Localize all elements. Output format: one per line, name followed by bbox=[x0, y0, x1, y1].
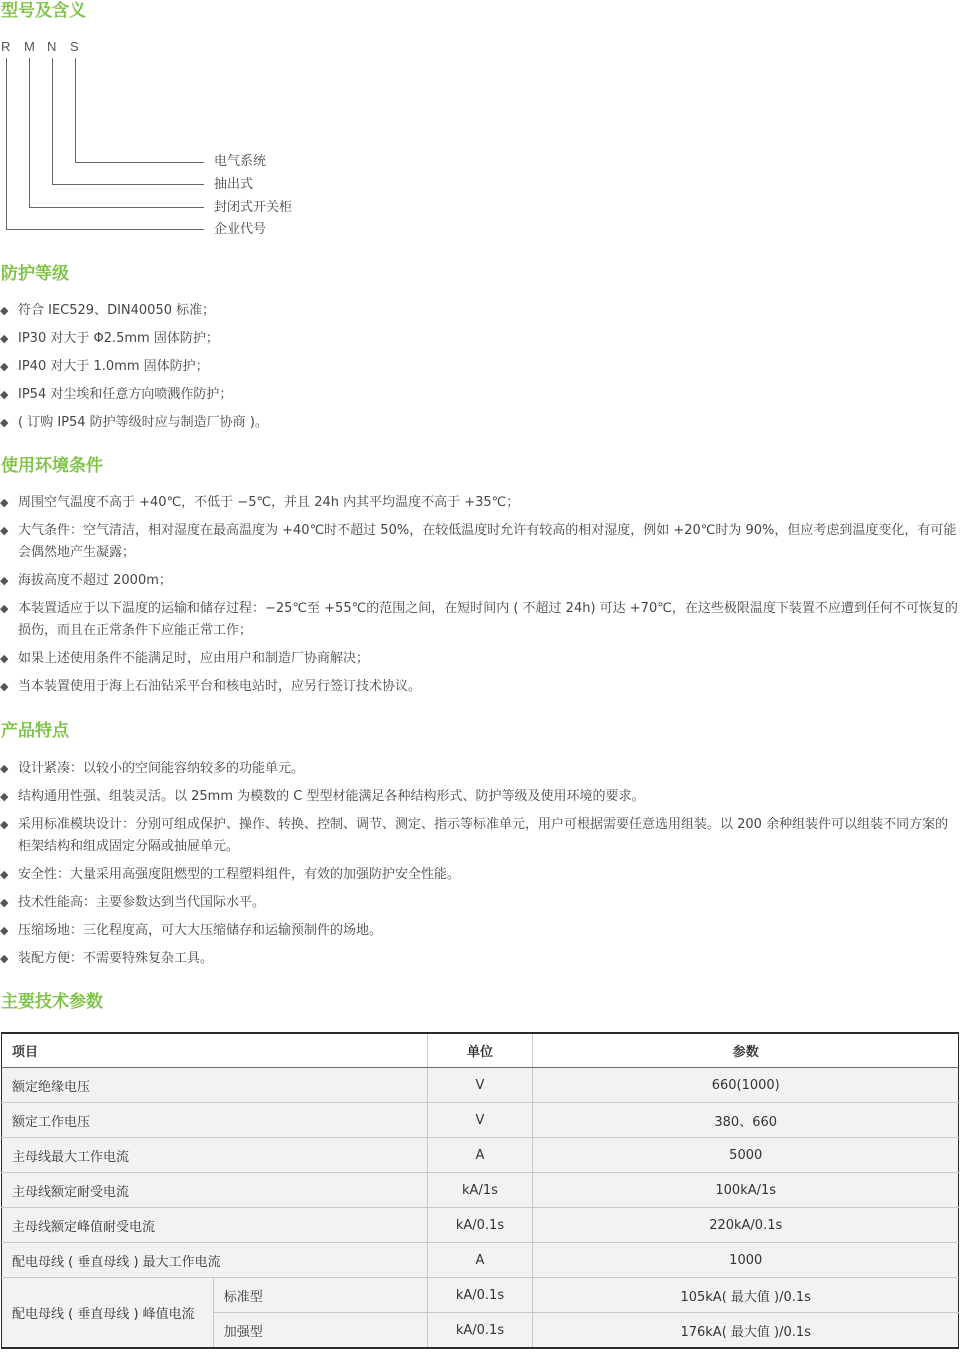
list-item: ◆ 结构通用性强、组装灵活。以 25mm 为模数的 C 型型材能满足各种结构形式、防护等级及使用环境的要求。 bbox=[0, 786, 960, 808]
table-row bbox=[2, 1138, 959, 1173]
list-item: ◆ ( 订购 IP54 防护等级时应与制造厂协商 )。 bbox=[0, 412, 960, 434]
table-cell-unit: V bbox=[427, 1103, 533, 1138]
list-item: ◆ 本装置适应于以下温度的运输和储存过程：−25℃至 +55℃的范围之间，在短时间内 ( 不超过 24h) 可达 +70℃，在这些极限温度下装置不应遭到任何不可恢复的损伤，而且在正常条件下应能正常工作； bbox=[0, 598, 960, 642]
table-row bbox=[2, 1103, 959, 1138]
list-item: ◆ IP40 对大于 1.0mm 固体防护； bbox=[0, 356, 960, 378]
table-cell-item: 配电母线 ( 垂直母线 ) 最大工作电流 bbox=[2, 1243, 428, 1278]
features-list bbox=[0, 758, 960, 970]
diamond-icon: ◆ bbox=[0, 818, 9, 831]
diamond-icon: ◆ bbox=[0, 790, 9, 803]
diamond-icon: ◆ bbox=[0, 524, 9, 537]
model-meaning-electrical-system: 电气系统 bbox=[214, 154, 267, 169]
diamond-icon: ◆ bbox=[0, 574, 9, 587]
table-row bbox=[2, 1243, 959, 1278]
table-cell-item: 主母线额定耐受电流 bbox=[2, 1173, 428, 1208]
model-letter: S bbox=[70, 39, 79, 54]
section-title-protection: 防护等级 bbox=[1, 264, 69, 284]
table-header-row bbox=[2, 1033, 959, 1068]
section-title-environment: 使用环境条件 bbox=[1, 456, 103, 476]
table-header-value: 参数 bbox=[533, 1033, 959, 1068]
table-cell-item: 主母线额定峰值耐受电流 bbox=[2, 1208, 428, 1243]
list-item: ◆ 大气条件：空气清洁，相对湿度在最高温度为 +40℃时不超过 50%，在较低温度时允许有较高的相对湿度，例如 +20℃时为 90%，但应考虑到温度变化，有可能会偶然地产生凝露； bbox=[0, 520, 960, 564]
table-cell-item: 额定工作电压 bbox=[2, 1103, 428, 1138]
diamond-icon: ◆ bbox=[0, 762, 9, 775]
model-meaning-enclosed-switchgear: 封闭式开关柜 bbox=[214, 200, 293, 215]
table-cell-unit: kA/0.1s bbox=[427, 1313, 533, 1349]
table-cell-item: 额定绝缘电压 bbox=[2, 1068, 428, 1103]
table-cell-unit: A bbox=[427, 1243, 533, 1278]
diamond-icon: ◆ bbox=[0, 496, 9, 509]
diamond-icon: ◆ bbox=[0, 868, 9, 881]
diamond-icon: ◆ bbox=[0, 652, 9, 665]
model-letter: R bbox=[1, 39, 11, 54]
model-code-bracket-lines bbox=[0, 56, 210, 238]
model-code-letters bbox=[0, 38, 100, 56]
table-cell-unit: V bbox=[427, 1068, 533, 1103]
diamond-icon: ◆ bbox=[0, 388, 9, 401]
table-cell-value: 100kA/1s bbox=[533, 1173, 959, 1208]
list-item: ◆ 当本装置使用于海上石油钻采平台和核电站时，应另行签订技术协议。 bbox=[0, 676, 960, 698]
table-cell-value: 220kA/0.1s bbox=[533, 1208, 959, 1243]
table-cell-unit: kA/1s bbox=[427, 1173, 533, 1208]
list-item: ◆ 如果上述使用条件不能满足时，应由用户和制造厂协商解决； bbox=[0, 648, 960, 670]
table-cell-value: 5000 bbox=[533, 1138, 959, 1173]
table-header-item: 项目 bbox=[2, 1033, 428, 1068]
diamond-icon: ◆ bbox=[0, 680, 9, 693]
list-item: ◆ 周围空气温度不高于 +40℃，不低于 −5℃，并且 24h 内其平均温度不高于 +35℃； bbox=[0, 492, 960, 514]
list-item: ◆ 装配方便：不需要特殊复杂工具。 bbox=[0, 948, 960, 970]
diamond-icon: ◆ bbox=[0, 952, 9, 965]
diamond-icon: ◆ bbox=[0, 924, 9, 937]
list-item: ◆ 压缩场地：三化程度高，可大大压缩储存和运输预制件的场地。 bbox=[0, 920, 960, 942]
diamond-icon: ◆ bbox=[0, 332, 9, 345]
list-item: ◆ 技术性能高：主要参数达到当代国际水平。 bbox=[0, 892, 960, 914]
table-cell-unit: kA/0.1s bbox=[427, 1208, 533, 1243]
table-header-unit: 单位 bbox=[427, 1033, 533, 1068]
table-cell-value: 380、660 bbox=[533, 1103, 959, 1138]
table-row bbox=[2, 1278, 959, 1313]
model-letter: M bbox=[24, 39, 35, 54]
diamond-icon: ◆ bbox=[0, 360, 9, 373]
table-cell-value: 660(1000) bbox=[533, 1068, 959, 1103]
list-item: ◆ 海拔高度不超过 2000m； bbox=[0, 570, 960, 592]
list-item: ◆ 采用标准模块设计：分别可组成保护、操作、转换、控制、调节、测定、指示等标准单元，用户可根据需要任意选用组装。以 200 余种组装件可以组装不同方案的柜架结构和组成固定分隔或抽屉单元。 bbox=[0, 814, 960, 858]
section-title-params: 主要技术参数 bbox=[1, 992, 103, 1012]
protection-list bbox=[0, 300, 960, 434]
params-table bbox=[1, 1032, 959, 1349]
list-item: ◆ 符合 IEC529、DIN40050 标准； bbox=[0, 300, 960, 322]
table-row bbox=[2, 1173, 959, 1208]
section-title-features: 产品特点 bbox=[1, 721, 69, 741]
table-cell-group-item: 配电母线 ( 垂直母线 ) 峰值电流 bbox=[2, 1278, 214, 1349]
table-cell-subtype: 标准型 bbox=[213, 1278, 427, 1313]
diamond-icon: ◆ bbox=[0, 896, 9, 909]
list-item: ◆ 安全性：大量采用高强度阻燃型的工程塑料组件，有效的加强防护安全性能。 bbox=[0, 864, 960, 886]
diamond-icon: ◆ bbox=[0, 416, 9, 429]
diamond-icon: ◆ bbox=[0, 304, 9, 317]
table-cell-value: 176kA( 最大值 )/0.1s bbox=[533, 1313, 959, 1349]
list-item: ◆ 设计紧凑：以较小的空间能容纳较多的功能单元。 bbox=[0, 758, 960, 780]
table-cell-unit: A bbox=[427, 1138, 533, 1173]
table-cell-value: 1000 bbox=[533, 1243, 959, 1278]
section-title-model: 型号及含义 bbox=[1, 1, 86, 21]
table-cell-subtype: 加强型 bbox=[213, 1313, 427, 1349]
model-meaning-company-code: 企业代号 bbox=[214, 222, 267, 237]
model-meaning-withdrawable: 抽出式 bbox=[214, 177, 254, 192]
table-row bbox=[2, 1208, 959, 1243]
diamond-icon: ◆ bbox=[0, 602, 9, 615]
list-item: ◆ IP54 对尘埃和任意方向喷溅作防护； bbox=[0, 384, 960, 406]
environment-list bbox=[0, 492, 960, 698]
table-cell-value: 105kA( 最大值 )/0.1s bbox=[533, 1278, 959, 1313]
table-row bbox=[2, 1068, 959, 1103]
list-item: ◆ IP30 对大于 Φ2.5mm 固体防护； bbox=[0, 328, 960, 350]
model-letter: N bbox=[47, 39, 57, 54]
table-cell-unit: kA/0.1s bbox=[427, 1278, 533, 1313]
table-cell-item: 主母线最大工作电流 bbox=[2, 1138, 428, 1173]
